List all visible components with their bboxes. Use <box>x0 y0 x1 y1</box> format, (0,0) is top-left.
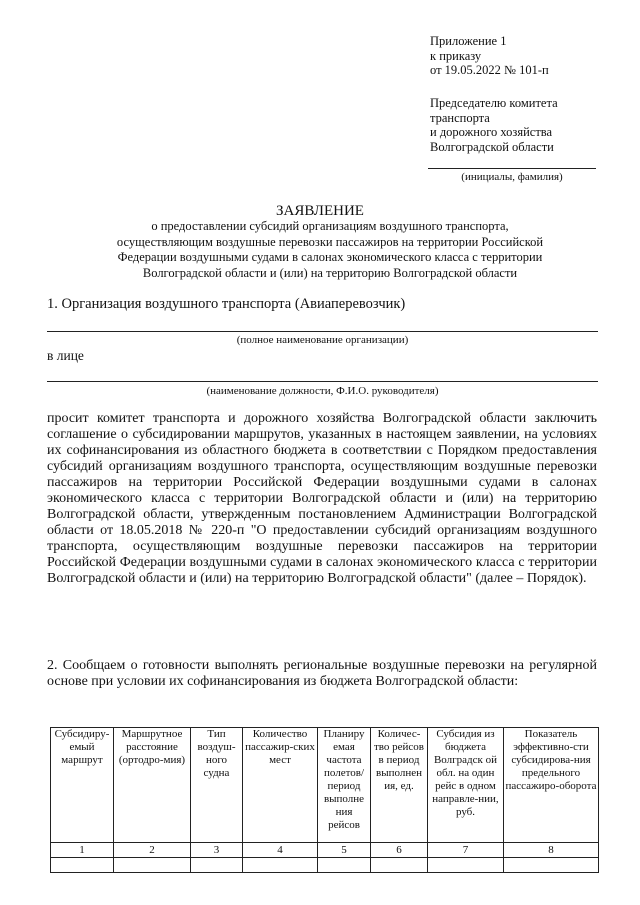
appendix-line: Приложение 1 <box>430 34 507 48</box>
addressee-line: Председателю комитета <box>430 96 558 110</box>
initials-line[interactable] <box>428 168 596 169</box>
table-row[interactable] <box>51 858 599 873</box>
table-header-row <box>51 728 599 843</box>
in-person-label: в лице <box>47 348 84 363</box>
subtitle-line: о предоставлении субсидий организациям воздушного транспорта, <box>151 219 509 233</box>
column-number: 3 <box>191 843 243 858</box>
head-name-line[interactable] <box>47 381 598 382</box>
addressee-line: и дорожного хозяйства <box>430 125 553 139</box>
table-cell[interactable] <box>428 858 504 873</box>
table-cell[interactable] <box>504 858 599 873</box>
appendix-block <box>430 34 549 78</box>
subtitle-line: Федерации воздушными судами в салонах экономического класса с территории <box>117 250 543 264</box>
column-number: 5 <box>318 843 371 858</box>
column-number: 1 <box>51 843 114 858</box>
table-cell[interactable] <box>51 858 114 873</box>
head-name-caption: (наименование должности, Ф.И.О. руководителя) <box>206 385 439 397</box>
request-paragraph: просит комитет транспорта и дорожного хозяйства Волгоградской области заключить соглашение о субсидировании маршрутов, указанных в настоящем заявлении, на условиях их софинансирования из областного бюджета в соответствии с Порядком предоставления субсидий организациям воздушного транспорта, осуществляющим воздушные перевозки пассажиров на территории Российской Федерации воздушными судами в салонах экономического класса с территории Волгоградской области и (или) на территорию Волгоградской области, утвержденным постановлением Администрации Волгоградской области от 18.05.2018 № 220-п "О предоставлении субсидий организациям воздушного транспорта, осуществляющим воздушные перевозки пассажиров на территории Российской Федерации воздушными судами в салонах экономического класса с территории Волгоградской области и (или) на территорию Волгоградской области" (далее – Порядок). <box>47 411 597 586</box>
column-header: Субсидия из бюджета Волградск ой обл. на один рейс в одном направле-нии, руб. <box>428 728 504 843</box>
appendix-line: от 19.05.2022 № 101-п <box>430 63 549 77</box>
column-header: Количес-тво рейсов в период выполнен ия, ед. <box>371 728 428 843</box>
org-name-caption: (полное наименование организации) <box>236 334 409 346</box>
subtitle-line: Волгоградской области и (или) на территорию Волгоградской области <box>142 265 518 280</box>
section2-paragraph: 2. Сообщаем о готовности выполнять региональные воздушные перевозки на регулярной основе при условии их софинансирования из бюджета Волгоградской области: <box>47 658 597 689</box>
appendix-line: к приказу <box>430 48 482 63</box>
document-title: ЗАЯВЛЕНИЕ <box>276 203 364 219</box>
table-cell[interactable] <box>243 858 318 873</box>
column-header: Тип воздуш-ного судна <box>191 728 243 843</box>
table-cell[interactable] <box>318 858 371 873</box>
addressee-block <box>430 96 558 154</box>
column-header: Маршрутное расстояние (ортодро-мия) <box>114 728 191 843</box>
org-name-line[interactable] <box>47 331 598 332</box>
section1-heading: 1. Организация воздушного транспорта (Авиаперевозчик) <box>47 296 406 312</box>
column-header: Количество пассажир-ских мест <box>243 728 318 843</box>
table-cell[interactable] <box>371 858 428 873</box>
document-subtitle <box>60 219 600 281</box>
addressee-line: транспорта <box>430 110 490 125</box>
table-number-row <box>51 843 599 858</box>
column-header: Показатель эффективно-сти субсидирова-ния предельного пассажиро-оборота <box>504 728 599 843</box>
column-number: 8 <box>504 843 599 858</box>
subtitle-line: осуществляющим воздушные перевозки пассажиров на территории Российской <box>116 234 544 249</box>
addressee-line: Волгоградской области <box>430 139 554 154</box>
table-cell[interactable] <box>114 858 191 873</box>
routes-table <box>50 727 599 873</box>
column-header: Планиру емая частота полетов/ период выполне ния рейсов <box>318 728 371 843</box>
table-cell[interactable] <box>191 858 243 873</box>
initials-caption: (инициалы, фамилия) <box>461 171 563 183</box>
column-number: 6 <box>371 843 428 858</box>
column-number: 4 <box>243 843 318 858</box>
column-number: 7 <box>428 843 504 858</box>
column-header: Субсидиру-емый маршрут <box>51 728 114 843</box>
column-number: 2 <box>114 843 191 858</box>
